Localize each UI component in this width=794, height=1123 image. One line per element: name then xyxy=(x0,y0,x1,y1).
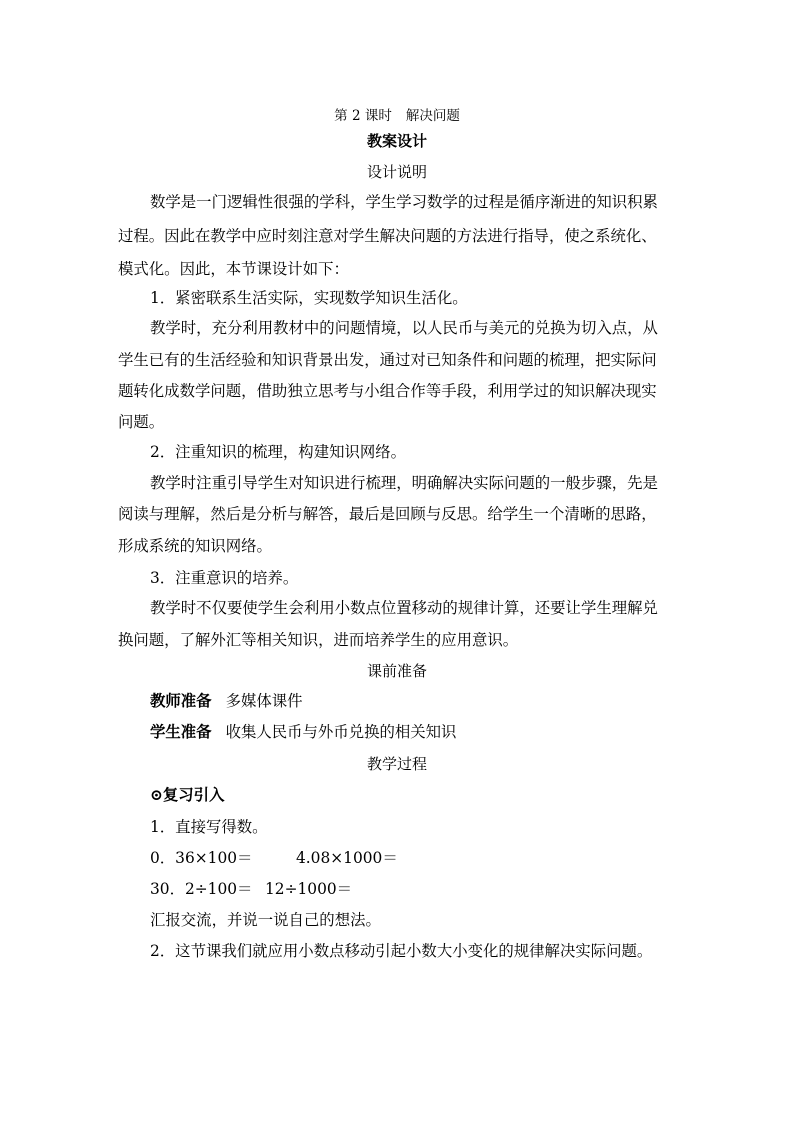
paragraph-line: 数学是一门逻辑性很强的学科，学生学习数学的过程是循序渐进的知识积累 xyxy=(150,193,658,211)
paragraph-line: 模式化。因此，本节课设计如下： xyxy=(118,260,349,278)
calc-2b: 12÷1000＝ xyxy=(265,880,353,898)
paragraph-line: 过程。因此在教学中应时刻注意对学生解决问题的方法进行指导，使之系统化、 xyxy=(118,227,657,245)
teacher-prep-value: 多媒体课件 xyxy=(225,692,303,710)
paragraph-line: 教学时注重引导学生对知识进行梳理，明确解决实际问题的一般步骤，先是 xyxy=(150,474,658,492)
lesson-title xyxy=(0,106,794,126)
paragraph-line: 换问题，了解外汇等相关知识，进而培养学生的应用意识。 xyxy=(118,631,519,649)
list-item-3: 3．注重意识的培养。 xyxy=(150,569,299,587)
student-prep-label: 学生准备 xyxy=(150,723,212,741)
paragraph-line: 问题。 xyxy=(118,413,165,431)
teacher-prep xyxy=(150,691,303,711)
calc-1a: 0．36×100＝ xyxy=(150,849,253,867)
section-heading-process: 教学过程 xyxy=(366,755,427,773)
list-item-1: 1．紧密联系生活实际，实现数学知识生活化。 xyxy=(150,289,468,307)
lesson-topic: 解决问题 xyxy=(405,108,460,124)
process-item-1: 1．直接写得数。 xyxy=(150,818,268,836)
review-heading: ⊙复习引入 xyxy=(150,786,225,804)
student-prep xyxy=(150,722,456,742)
lesson-number: 第 2 课时 xyxy=(334,108,392,124)
calc-2a: 30．2÷100＝ xyxy=(150,880,253,898)
paragraph-line: 学生已有的生活经验和知识背景出发，通过对已知条件和问题的梳理，把实际问 xyxy=(118,351,657,369)
report-line: 汇报交流，并说一说自己的想法。 xyxy=(150,911,381,929)
process-item-2: 2．这节课我们就应用小数点移动引起小数大小变化的规律解决实际问题。 xyxy=(150,942,653,960)
paragraph-line: 阅读与理解，然后是分析与解答，最后是回顾与反思。给学生一个清晰的思路， xyxy=(118,505,657,523)
paragraph-line: 题转化成数学问题，借助独立思考与小组合作等手段，利用学过的知识解决现实 xyxy=(118,382,657,400)
calc-1b: 4.08×1000＝ xyxy=(296,849,398,867)
list-item-2: 2．注重知识的梳理，构建知识网络。 xyxy=(150,443,407,461)
subtitle: 教案设计 xyxy=(366,132,427,150)
teacher-prep-label: 教师准备 xyxy=(150,692,212,710)
section-heading-prep: 课前准备 xyxy=(366,662,427,680)
paragraph-line: 教学时，充分利用教材中的问题情境，以人民币与美元的兑换为切入点，从 xyxy=(150,319,658,337)
section-heading-design-note: 设计说明 xyxy=(366,163,427,181)
student-prep-value: 收集人民币与外币兑换的相关知识 xyxy=(225,723,457,741)
paragraph-line: 教学时不仅要使学生会利用小数点位置移动的规律计算，还要让学生理解兑 xyxy=(150,599,658,617)
paragraph-line: 形成系统的知识网络。 xyxy=(118,537,272,555)
